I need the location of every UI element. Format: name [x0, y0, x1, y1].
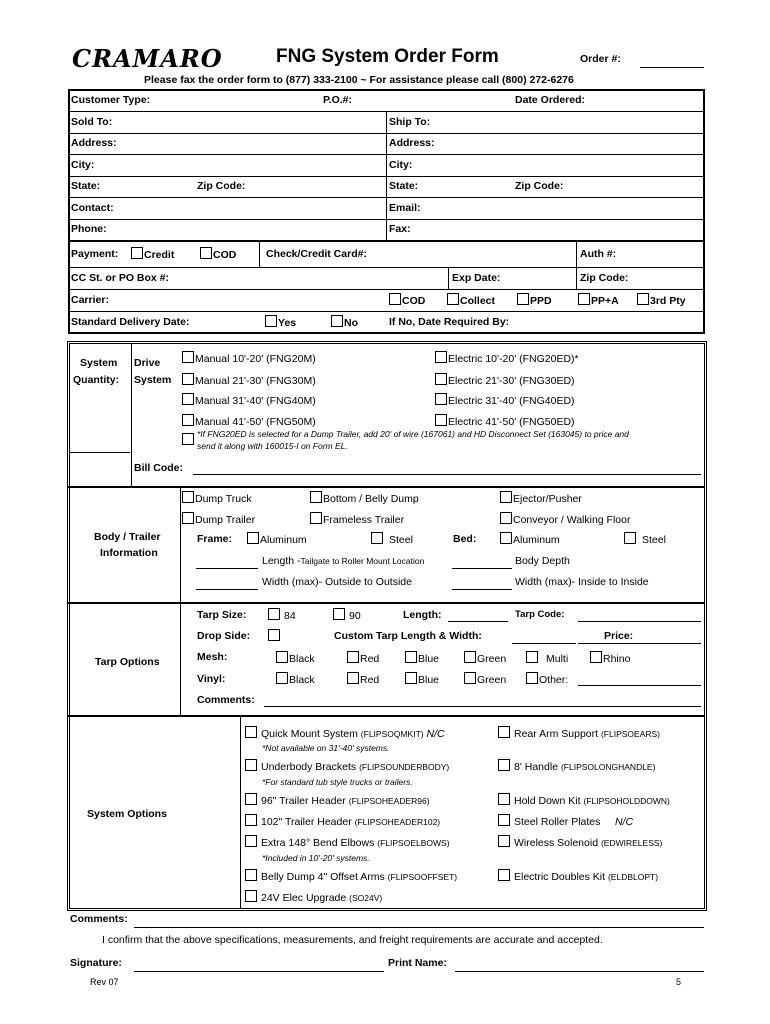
electric-40[interactable]: Electric 31'-40' (FNG40ED) [435, 393, 575, 407]
manual-40[interactable]: Manual 31'-40' (FNG40M) [182, 393, 316, 407]
header-96-checkbox[interactable] [245, 793, 257, 805]
mesh-green[interactable]: Green [464, 651, 506, 665]
ship-zip-label: Zip Code: [515, 180, 564, 192]
state-label: State: [71, 180, 101, 192]
roller-plates-checkbox[interactable] [498, 814, 510, 826]
mesh-red[interactable]: Red [347, 651, 379, 665]
vinyl-blue-checkbox[interactable] [405, 672, 417, 684]
conveyor-floor[interactable]: Conveyor / Walking Floor [500, 512, 630, 526]
mesh-rhino-checkbox[interactable] [590, 651, 602, 663]
option-elbows[interactable]: Extra 148° Bend Elbows (FLIPSOELBOWS) [245, 835, 450, 849]
mesh-multi-checkbox[interactable] [526, 651, 538, 663]
vinyl-black-checkbox[interactable] [276, 672, 288, 684]
size-84-checkbox[interactable] [268, 608, 280, 620]
option-roller-plates[interactable]: Steel Roller Plates N/C [498, 814, 633, 828]
option-header-96[interactable]: 96" Trailer Header (FLIPSOHEADER96) [245, 793, 430, 807]
confirmation-text: I confirm that the above specifications, measurements, and freight requirements are accurate and accepted. [102, 934, 603, 946]
frameless-trailer[interactable]: Frameless Trailer [310, 512, 404, 526]
vinyl-red[interactable]: Red [347, 672, 379, 686]
electric-40-checkbox[interactable] [435, 393, 447, 405]
drop-side-checkbox[interactable] [268, 629, 280, 641]
manual-50[interactable]: Manual 41'-50' (FNG50M) [182, 414, 316, 428]
exp-date-label: Exp Date: [452, 272, 501, 284]
ship-state-label: State: [389, 180, 419, 192]
dump-truck-checkbox[interactable] [182, 491, 194, 503]
dump-trailer-checkbox[interactable] [182, 512, 194, 524]
collect-checkbox[interactable] [447, 293, 459, 305]
ppd-checkbox[interactable] [517, 293, 529, 305]
comments-label: Comments: [70, 913, 128, 925]
frame-steel[interactable]: Steel [371, 532, 413, 546]
bottom-belly-dump[interactable]: Bottom / Belly Dump [310, 491, 419, 505]
wireless-checkbox[interactable] [498, 835, 510, 847]
frame-steel-checkbox[interactable] [371, 532, 383, 544]
cod-checkbox[interactable] [200, 247, 212, 259]
carrier-cod[interactable]: COD [389, 293, 425, 307]
po-label: P.O.#: [323, 94, 352, 106]
frame-label: Frame: [197, 533, 233, 545]
bed-aluminum[interactable]: Aluminum [500, 532, 560, 546]
body-trailer-label: Body / Trailer [94, 531, 161, 543]
price-label: Price: [604, 630, 634, 642]
form-title: FNG System Order Form [276, 46, 499, 67]
tarp-comments-label: Comments: [197, 694, 255, 706]
email-label: Email: [389, 202, 421, 214]
tarp-options-label: Tarp Options [95, 656, 160, 668]
ship-city-label: City: [389, 159, 413, 171]
order-number-label: Order #: [580, 53, 621, 65]
std-delivery-label: Standard Delivery Date: [71, 316, 190, 328]
vinyl-other-field[interactable] [578, 685, 701, 686]
bed-steel[interactable]: Steel [624, 532, 666, 546]
dump-truck[interactable]: Dump Truck [182, 491, 252, 505]
fng20ed-wire-checkbox[interactable] [182, 433, 194, 445]
auth-label: Auth #: [580, 248, 617, 260]
frameless-checkbox[interactable] [310, 512, 322, 524]
underbody-note: *For standard tub style trucks or trailers. [262, 777, 413, 787]
drive-label: Drive [134, 357, 161, 369]
manual-30[interactable]: Manual 21'-30' (FNG30M) [182, 373, 316, 387]
electric-20-checkbox[interactable] [435, 351, 447, 363]
credit-checkbox[interactable] [131, 247, 143, 259]
mesh-blue[interactable]: Blue [405, 651, 439, 665]
option-offset-arms[interactable]: Belly Dump 4" Offset Arms (FLIPSOOFFSET) [245, 869, 457, 883]
customer-type-label: Customer Type: [71, 94, 151, 106]
electric-20[interactable]: Electric 10'-20' (FNG20ED)* [435, 351, 579, 365]
electric-50-checkbox[interactable] [435, 414, 447, 426]
vinyl-other[interactable]: Other: [526, 672, 568, 686]
carrier-collect[interactable]: Collect [447, 293, 495, 307]
custom-size-field[interactable] [512, 643, 576, 644]
option-wireless[interactable]: Wireless Solenoid (EDWIRELESS) [498, 835, 662, 849]
elbows-note: *Included in 10'-20' systems. [262, 853, 370, 863]
price-field[interactable] [578, 643, 701, 644]
width-outside-label: Width (max)- Outside to Outside [262, 576, 412, 588]
body-depth-label: Body Depth [515, 555, 570, 567]
tarp-code-label: Tarp Code: [515, 609, 565, 620]
custom-size-label: Custom Tarp Length & Width: [334, 630, 482, 642]
fax-label: Fax: [389, 223, 411, 235]
manual-20[interactable]: Manual 10'-20' (FNG20M) [182, 351, 316, 365]
drive-system-label: System [134, 374, 172, 386]
frame-aluminum-checkbox[interactable] [247, 532, 259, 544]
length-label: Length -Tailgate to Roller Mount Location [262, 555, 425, 567]
ejector-pusher[interactable]: Ejector/Pusher [500, 491, 582, 505]
electric-30[interactable]: Electric 21'-30' (FNG30ED) [435, 373, 575, 387]
system-label: System [80, 357, 118, 369]
comments-field[interactable] [134, 927, 704, 928]
tarp-code-field[interactable] [578, 621, 701, 622]
fax-instructions: Please fax the order form to (877) 333-2100 ~ For assistance please call (800) 272-6276 [144, 74, 574, 86]
option-hold-down[interactable]: Hold Down Kit (FLIPSOHOLDDOWN) [498, 793, 670, 807]
tarp-size-90[interactable]: 90 [333, 608, 361, 622]
carrier-label: Carrier: [71, 294, 109, 306]
carrier-ppd[interactable]: PPD [517, 293, 552, 307]
conveyor-checkbox[interactable] [500, 512, 512, 524]
address-label: Address: [71, 137, 117, 149]
mesh-black-checkbox[interactable] [276, 651, 288, 663]
vinyl-black[interactable]: Black [276, 672, 315, 686]
mesh-multi[interactable]: Multi [526, 651, 568, 665]
system-options-label: System Options [87, 808, 167, 820]
mesh-blue-checkbox[interactable] [405, 651, 417, 663]
bed-aluminum-checkbox[interactable] [500, 532, 512, 544]
ship-address-label: Address: [389, 137, 435, 149]
cramaro-logo: CRAMARO [72, 44, 223, 73]
vinyl-red-checkbox[interactable] [347, 672, 359, 684]
vinyl-label: Vinyl: [197, 673, 226, 685]
underbody-checkbox[interactable] [245, 759, 257, 771]
quantity-field[interactable] [70, 452, 130, 453]
frame-aluminum[interactable]: Aluminum [247, 532, 307, 546]
mesh-red-checkbox[interactable] [347, 651, 359, 663]
third-party-checkbox[interactable] [637, 293, 649, 305]
signature-field[interactable] [134, 971, 384, 972]
drop-side-label: Drop Side: [197, 630, 251, 642]
delivery-no[interactable]: No [331, 315, 358, 329]
city-label: City: [71, 159, 95, 171]
order-number-field[interactable] [640, 67, 704, 68]
body-depth-field[interactable] [452, 568, 512, 569]
vinyl-other-checkbox[interactable] [526, 672, 538, 684]
carrier-cod-checkbox[interactable] [389, 293, 401, 305]
option-quick-mount[interactable]: Quick Mount System (FLIPSOQMKIT) N/C [245, 726, 445, 740]
mesh-green-checkbox[interactable] [464, 651, 476, 663]
doubles-kit-checkbox[interactable] [498, 869, 510, 881]
sold-to-label: Sold To: [71, 116, 113, 128]
tarp-size-84[interactable]: 84 [268, 608, 296, 622]
option-header-102[interactable]: 102" Trailer Header (FLIPSOHEADER102) [245, 814, 440, 828]
option-doubles-kit[interactable]: Electric Doubles Kit (ELDBLOPT) [498, 869, 658, 883]
mesh-black[interactable]: Black [276, 651, 315, 665]
quick-mount-checkbox[interactable] [245, 726, 257, 738]
width-outside-field[interactable] [196, 589, 258, 590]
manual-20-checkbox[interactable] [182, 351, 194, 363]
yes-checkbox[interactable] [265, 315, 277, 327]
vinyl-green-checkbox[interactable] [464, 672, 476, 684]
cc-zip-label: Zip Code: [580, 272, 629, 284]
payment-credit[interactable]: Credit [131, 247, 174, 261]
fng20ed-note-2: send it along with 160015-I on Form EL. [197, 441, 348, 451]
length-field[interactable] [196, 568, 258, 569]
option-underbody[interactable]: Underbody Brackets (FLIPSOUNDERBODY) [245, 759, 449, 773]
payment-cod[interactable]: COD [200, 247, 236, 261]
contact-label: Contact: [71, 202, 114, 214]
tarp-size-label: Tarp Size: [197, 609, 247, 621]
carrier-third[interactable]: 3rd Pty [637, 293, 686, 307]
rear-arm-checkbox[interactable] [498, 726, 510, 738]
mesh-rhino[interactable]: Rhino [590, 651, 630, 665]
width-inside-field[interactable] [452, 589, 512, 590]
carrier-ppa[interactable]: PP+A [578, 293, 619, 307]
electric-50[interactable]: Electric 41'-50' (FNG50ED) [435, 414, 575, 428]
elbows-checkbox[interactable] [245, 835, 257, 847]
zip-label: Zip Code: [197, 180, 246, 192]
quick-mount-note: *Not available on 31'-40' systems. [262, 743, 390, 753]
dump-trailer[interactable]: Dump Trailer [182, 512, 255, 526]
ejector-checkbox[interactable] [500, 491, 512, 503]
mesh-label: Mesh: [197, 651, 228, 663]
revision-label: Rev 07 [90, 977, 119, 987]
delivery-yes[interactable]: Yes [265, 315, 296, 329]
cc-st-label: CC St. or PO Box #: [71, 272, 170, 284]
bottom-belly-checkbox[interactable] [310, 491, 322, 503]
if-no-label: If No, Date Required By: [389, 316, 510, 328]
bill-code-field[interactable] [193, 474, 701, 475]
fng20ed-note-1: *If FNG20ED is selected for a Dump Trailer, add 20' of wire (167061) and HD Disconnect Set (163045) to price and [197, 429, 629, 439]
option-rear-arm[interactable]: Rear Arm Support (FLIPSOEARS) [498, 726, 660, 740]
ship-to-label: Ship To: [389, 116, 431, 128]
option-24v[interactable]: 24V Elec Upgrade (SO24V) [245, 890, 382, 904]
date-ordered-label: Date Ordered: [515, 94, 586, 106]
offset-arms-checkbox[interactable] [245, 869, 257, 881]
manual-30-checkbox[interactable] [182, 373, 194, 385]
no-checkbox[interactable] [331, 315, 343, 327]
option-handle[interactable]: 8' Handle (FLIPSOLONGHANDLE) [498, 759, 655, 773]
hold-down-checkbox[interactable] [498, 793, 510, 805]
vinyl-green[interactable]: Green [464, 672, 506, 686]
bill-code-label: Bill Code: [134, 462, 183, 474]
signature-label: Signature: [70, 957, 122, 969]
print-name-field[interactable] [455, 971, 704, 972]
check-card-label: Check/Credit Card#: [266, 248, 367, 260]
handle-checkbox[interactable] [498, 759, 510, 771]
24v-checkbox[interactable] [245, 890, 257, 902]
vinyl-blue[interactable]: Blue [405, 672, 439, 686]
size-90-checkbox[interactable] [333, 608, 345, 620]
electric-30-checkbox[interactable] [435, 373, 447, 385]
body-information-label: Information [100, 547, 158, 559]
header-102-checkbox[interactable] [245, 814, 257, 826]
manual-50-checkbox[interactable] [182, 414, 194, 426]
print-name-label: Print Name: [388, 957, 447, 969]
tarp-comments-field[interactable] [264, 706, 701, 707]
payment-label: Payment: [71, 248, 119, 260]
bed-label: Bed: [453, 533, 477, 545]
width-inside-label: Width (max)- Inside to Inside [515, 576, 649, 588]
tarp-length-label: Length: [403, 609, 442, 621]
quantity-label: Quantity: [73, 374, 120, 386]
phone-label: Phone: [71, 223, 107, 235]
bed-steel-checkbox[interactable] [624, 532, 636, 544]
page-number: 5 [676, 977, 682, 987]
ppa-checkbox[interactable] [578, 293, 590, 305]
tarp-length-field[interactable] [448, 621, 508, 622]
manual-40-checkbox[interactable] [182, 393, 194, 405]
